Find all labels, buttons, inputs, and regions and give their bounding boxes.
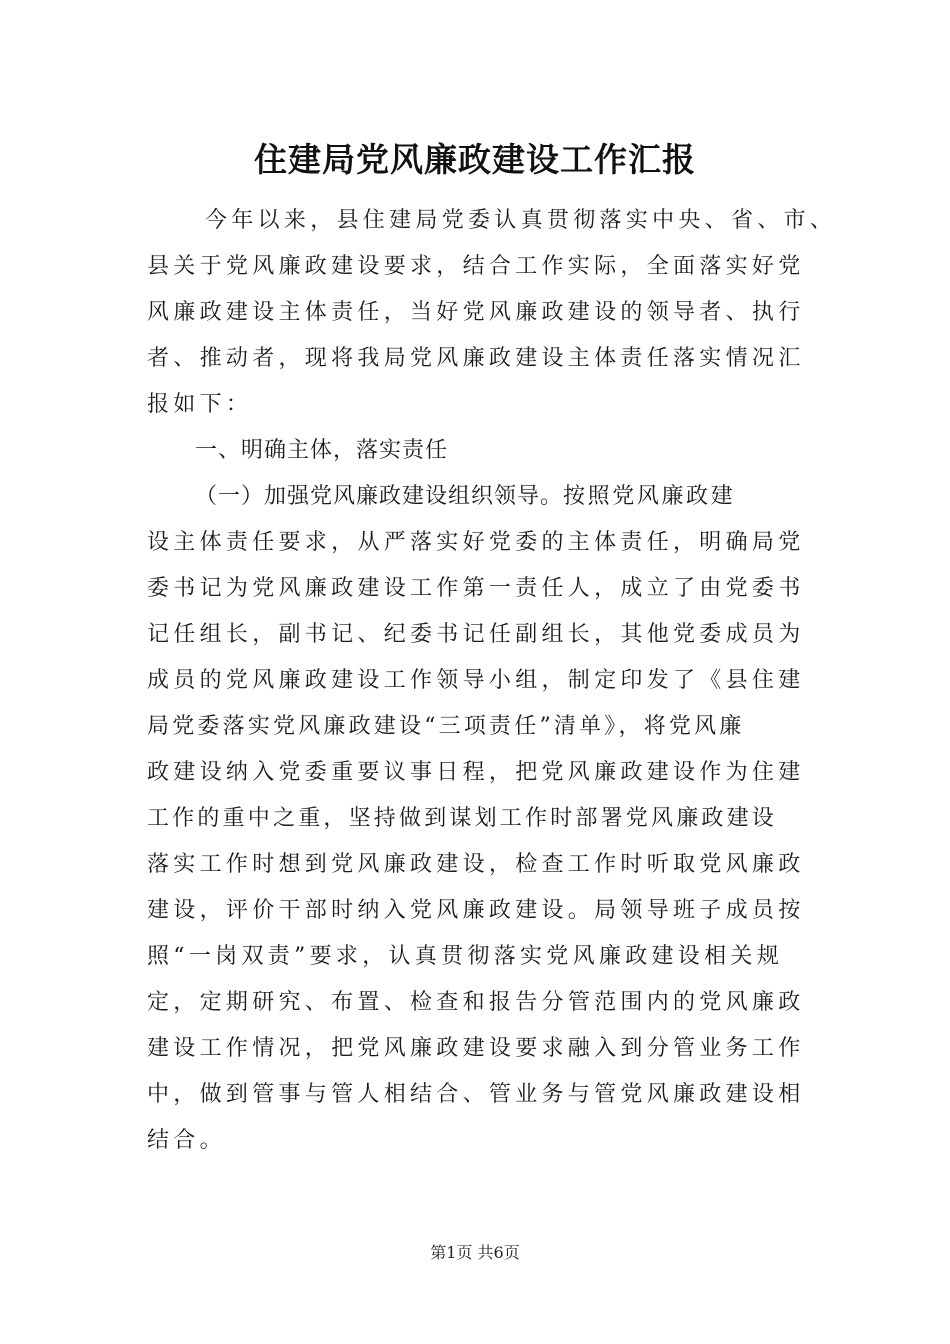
paragraph-line: 落实工作时想到党风廉政建设，检查工作时听取党风廉政 (147, 852, 805, 877)
page-number-footer: 第1页 共6页 (430, 1243, 520, 1262)
paragraph-line: 成员的党风廉政建设工作领导小组，制定印发了《县住建 (147, 668, 805, 693)
document-body (147, 198, 837, 1164)
intro-line-5: 报如下： (147, 392, 253, 417)
paragraph-line: 局党委落实党风廉政建设“三项责任”清单》，将党风廉 (147, 714, 745, 739)
paragraph-line: 中，做到管事与管人相结合、管业务与管党风廉政建设相 (147, 1082, 805, 1107)
paragraph-line: 设主体责任要求，从严落实好党委的主体责任，明确局党 (147, 530, 805, 555)
intro-line-3: 风廉政建设主体责任，当好党风廉政建设的领导者、执行 (147, 300, 805, 325)
section-heading-1: 一、明确主体，落实责任 (195, 438, 449, 463)
paragraph-line: 政建设纳入党委重要议事日程，把党风廉政建设作为住建 (147, 760, 805, 785)
paragraph-line: 委书记为党风廉政建设工作第一责任人，成立了由党委书 (147, 576, 805, 601)
paragraph-line: 工作的重中之重，坚持做到谋划工作时部署党风廉政建设 (147, 806, 778, 831)
paragraph-line: 结合。 (147, 1128, 226, 1153)
paragraph-line: 定，定期研究、布置、检查和报告分管范围内的党风廉政 (147, 990, 805, 1015)
subsection-heading-1: （一）加强党风廉政建设组织领导。 (195, 484, 564, 509)
paragraph-line: 建设工作情况，把党风廉政建设要求融入到分管业务工作 (147, 1036, 805, 1061)
intro-line-4: 者、推动者，现将我局党风廉政建设主体责任落实情况汇 (147, 346, 805, 371)
paragraph-line: 建设，评价干部时纳入党风廉政建设。局领导班子成员按 (147, 898, 805, 923)
subsection-lead-text: 按照党风廉政建 (563, 484, 736, 509)
subsection-heading-line (147, 474, 827, 520)
document-title: 住建局党风廉政建设工作汇报 (254, 140, 696, 179)
paragraph-line: 照“一岗双责”要求，认真贯彻落实党风廉政建设相关规 (147, 944, 783, 969)
intro-line-1: 今年以来，县住建局党委认真贯彻落实中央、省、市、 (205, 208, 837, 233)
intro-line-2: 县关于党风廉政建设要求，结合工作实际，全面落实好党 (147, 254, 805, 279)
paragraph-line: 记任组长，副书记、纪委书记任副组长，其他党委成员为 (147, 622, 805, 647)
